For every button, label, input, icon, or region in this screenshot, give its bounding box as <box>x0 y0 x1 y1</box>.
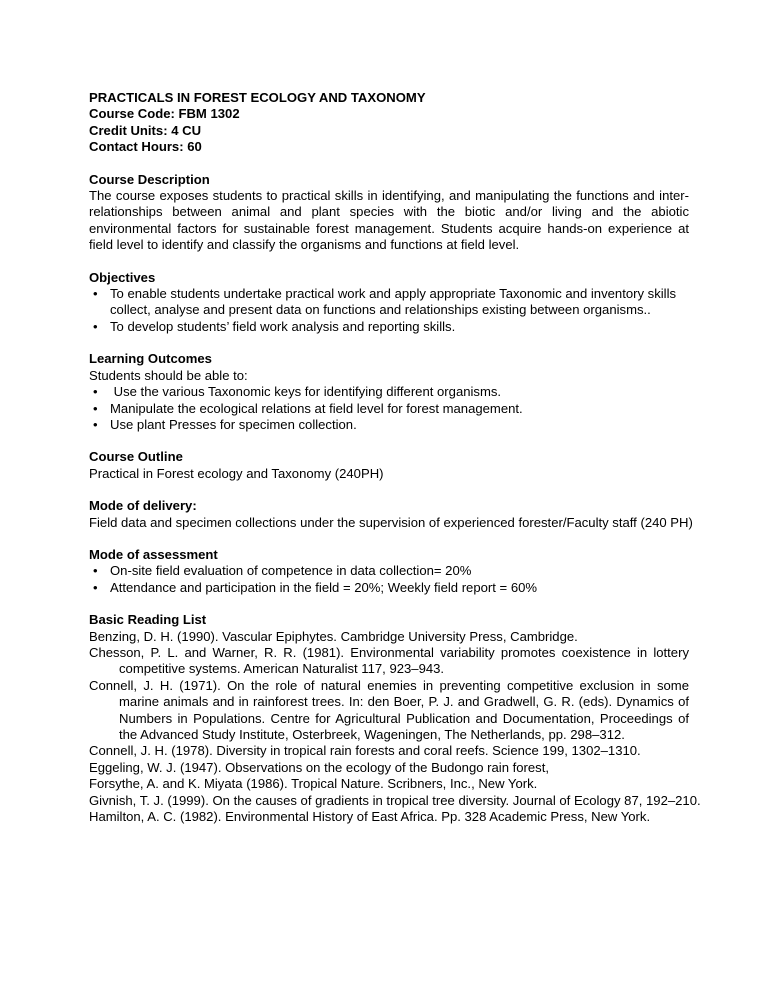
description-text: The course exposes students to practical skills in identifying, and manipulating the functions and inter-relationships between animal and plant species with the biotic and/or living and the abiotic environmental factors for sustainable forest management. Students acquire hands-on experience at field level to identify and classify the organisms and functions at field level. <box>89 188 689 253</box>
spacer <box>89 596 689 612</box>
assessment-item: • On-site field evaluation of competence in data collection= 20% <box>89 563 689 579</box>
objective-item: • To enable students undertake practical work and apply appropriate Taxonomic and inventory skills collect, analyse and present data on functions and relationships existing between organisms.. <box>89 286 689 319</box>
credit-units: Credit Units: 4 CU <box>89 122 202 138</box>
reference-item: Connell, J. H. (1978). Diversity in tropical rain forests and coral reefs. Science 199, 1302–1310. <box>89 743 641 759</box>
outline-text: Practical in Forest ecology and Taxonomy (240PH) <box>89 465 384 481</box>
reference-item: Chesson, P. L. and Warner, R. R. (1981). Environmental variability promotes coexistence in lottery competitive systems. American Naturalist 117, 923–943. <box>89 644 689 677</box>
spacer <box>89 531 689 547</box>
document-body <box>89 90 701 825</box>
outline-heading: Course Outline <box>89 449 183 465</box>
spacer <box>89 335 689 351</box>
assessment-list <box>89 563 689 596</box>
outcome-item: • Use plant Presses for specimen collection. <box>89 417 689 433</box>
spacer <box>89 482 689 498</box>
outcomes-intro: Students should be able to: <box>89 367 248 383</box>
reference-item: Eggeling, W. J. (1947). Observations on the ecology of the Budongo rain forest, <box>89 759 550 775</box>
reference-item: Forsythe, A. and K. Miyata (1986). Tropical Nature. Scribners, Inc., New York. <box>89 776 538 792</box>
course-title: PRACTICALS IN FOREST ECOLOGY AND TAXONOMY <box>89 90 426 105</box>
assessment-heading: Mode of assessment <box>89 546 218 562</box>
reference-item: Benzing, D. H. (1990). Vascular Epiphytes. Cambridge University Press, Cambridge. <box>89 628 578 644</box>
reference-item: Connell, J. H. (1971). On the role of natural enemies in preventing competitive exclusion in some marine animals and in rainforest trees. In: den Boer, P. J. and Gradwell, G. R. (eds). Dynamics of Numbers in Populations. Centre for Agricultural Publication and Documentation, Proceedings of the Advanced Study Institute, Osterbreek, Wageningen, The Netherlands, pp. 298–312. <box>89 677 689 742</box>
course-code: Course Code: FBM 1302 <box>89 106 240 122</box>
reference-item: Givnish, T. J. (1999). On the causes of gradients in tropical tree diversity. Journal of Ecology 87, 192–210. <box>89 792 701 808</box>
outcomes-heading: Learning Outcomes <box>89 351 212 367</box>
reading-list <box>89 628 701 826</box>
outcomes-list <box>89 384 689 433</box>
contact-hours: Contact Hours: 60 <box>89 139 202 155</box>
delivery-text: Field data and specimen collections under the supervision of experienced forester/Faculty staff (240 PH) <box>89 514 693 530</box>
assessment-item: • Attendance and participation in the field = 20%; Weekly field report = 60% <box>89 580 689 596</box>
objectives-list <box>89 286 689 335</box>
outcome-item: • Manipulate the ecological relations at field level for forest management. <box>89 401 689 417</box>
spacer <box>89 433 689 449</box>
reading-heading: Basic Reading List <box>89 612 207 628</box>
reference-item: Hamilton, A. C. (1982). Environmental History of East Africa. Pp. 328 Academic Press, New York. <box>89 809 651 825</box>
spacer <box>89 254 689 270</box>
delivery-heading: Mode of delivery: <box>89 498 197 514</box>
objectives-heading: Objectives <box>89 269 156 285</box>
outcome-item: • Use the various Taxonomic keys for identifying different organisms. <box>89 384 689 400</box>
spacer <box>89 156 689 172</box>
objective-item: • To develop students’ field work analysis and reporting skills. <box>89 319 689 335</box>
description-heading: Course Description <box>89 171 210 187</box>
